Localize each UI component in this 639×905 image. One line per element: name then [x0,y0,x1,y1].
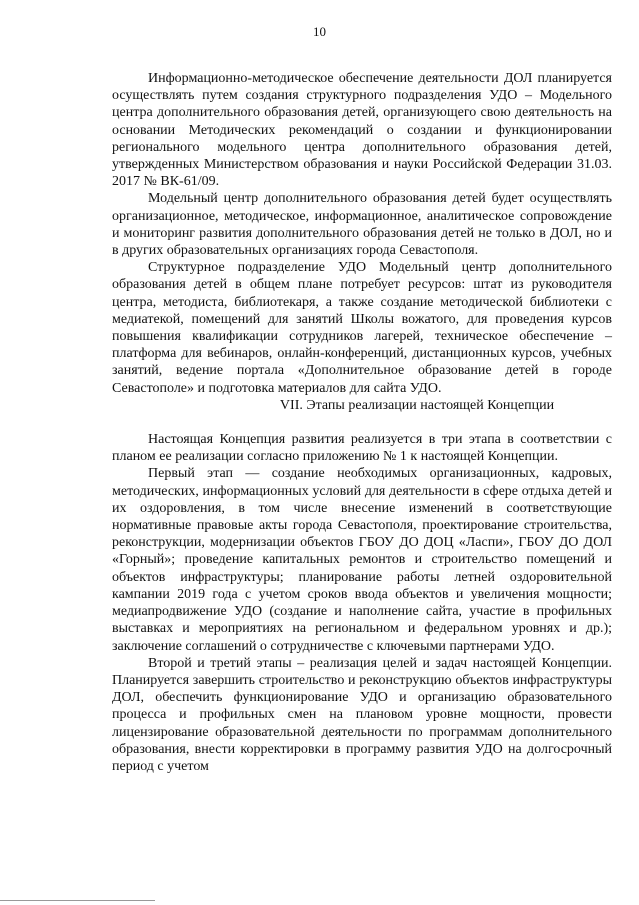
paragraph-second-third-stages: Второй и третий этапы – реализация целей и задач настоящей Концепции. Планируется завершить строительство и реконструкцию объектов инфраструктуры ДОЛ, обеспечить функционирование УДО и организацию образовательного процесса и профильных смен на плановом уровне мощности, провести лицензирование образовательной деятельности по программам дополнительного образования, внести корректировки в программу развития УДО на долгосрочный период с учетом [112,655,612,774]
paragraph-first-stage: Первый этап — создание необходимых организационных, кадровых, методических, информационных условий для деятельности в сфере отдыха детей и их оздоровления, в том числе внесение изменений в соответствующие нормативные правовые акты города Севастополя, проектирование строительства, реконструкции, модернизации объектов ГБОУ ДО ДОЦ «Ласпи», ГБОУ ДО ДОЛ «Горный»; проведение капитальных ремонтов и строительство помещений и объектов инфраструктуры; планирование работы летней оздоровительной кампании 2019 года с учетом сроков ввода объектов и увеличения мощности; медиапродвижение УДО (создание и наполнение сайта, участие в профильных выставках и мероприятиях на региональном и федеральном уровнях и др.); заключение соглашений о сотрудничестве с ключевыми партнерами УДО. [112,466,612,654]
bottom-divider [0,900,155,901]
paragraph-model-center-resources: Структурное подразделение УДО Модельный центр дополнительного образования детей в общем плане потребует ресурсов: штат из руководителя центра, методиста, библиотекаря, а также создание методической библиотеки с медиатекой, помещений для занятий Школы вожатого, для проведения курсов повышения квалификации сотрудников лагерей, техническое обеспечение – платформа для вебинаров, онлайн-конференций, дистанционных курсов, учебных занятий, ведение портала «Дополнительное образование детей в городе Севастополе» и подготовка материалов для сайта УДО. [112,260,612,396]
section-heading: VII. Этапы реализации настоящей Концепции [279,397,555,413]
page-number: 10 [313,24,326,39]
paragraph-methodological-support: Информационно-методическое обеспечение деятельности ДОЛ планируется осуществлять путем создания структурного подразделения УДО – Модельного центра дополнительного образования детей, организующего свою деятельность на основании Методических рекомендаций о создании и функционировании регионального модельного центра дополнительного образования детей, утвержденных Министерством образования и науки Российской Федерации 31.03. 2017 № ВК-61/09. [112,71,612,190]
document-body [112,70,612,775]
paragraph-three-stages: Настоящая Концепция развития реализуется в три этапа в соответствии с планом ее реализации согласно приложению № 1 к настоящей Концепции. [112,432,612,465]
paragraph-model-center-functions: Модельный центр дополнительного образования детей будет осуществлять организационное, методическое, информационное, аналитическое сопровождение и мониторинг развития дополнительного образования детей не только в ДОЛ, но и в других образовательных организациях города Севастополя. [112,191,612,259]
